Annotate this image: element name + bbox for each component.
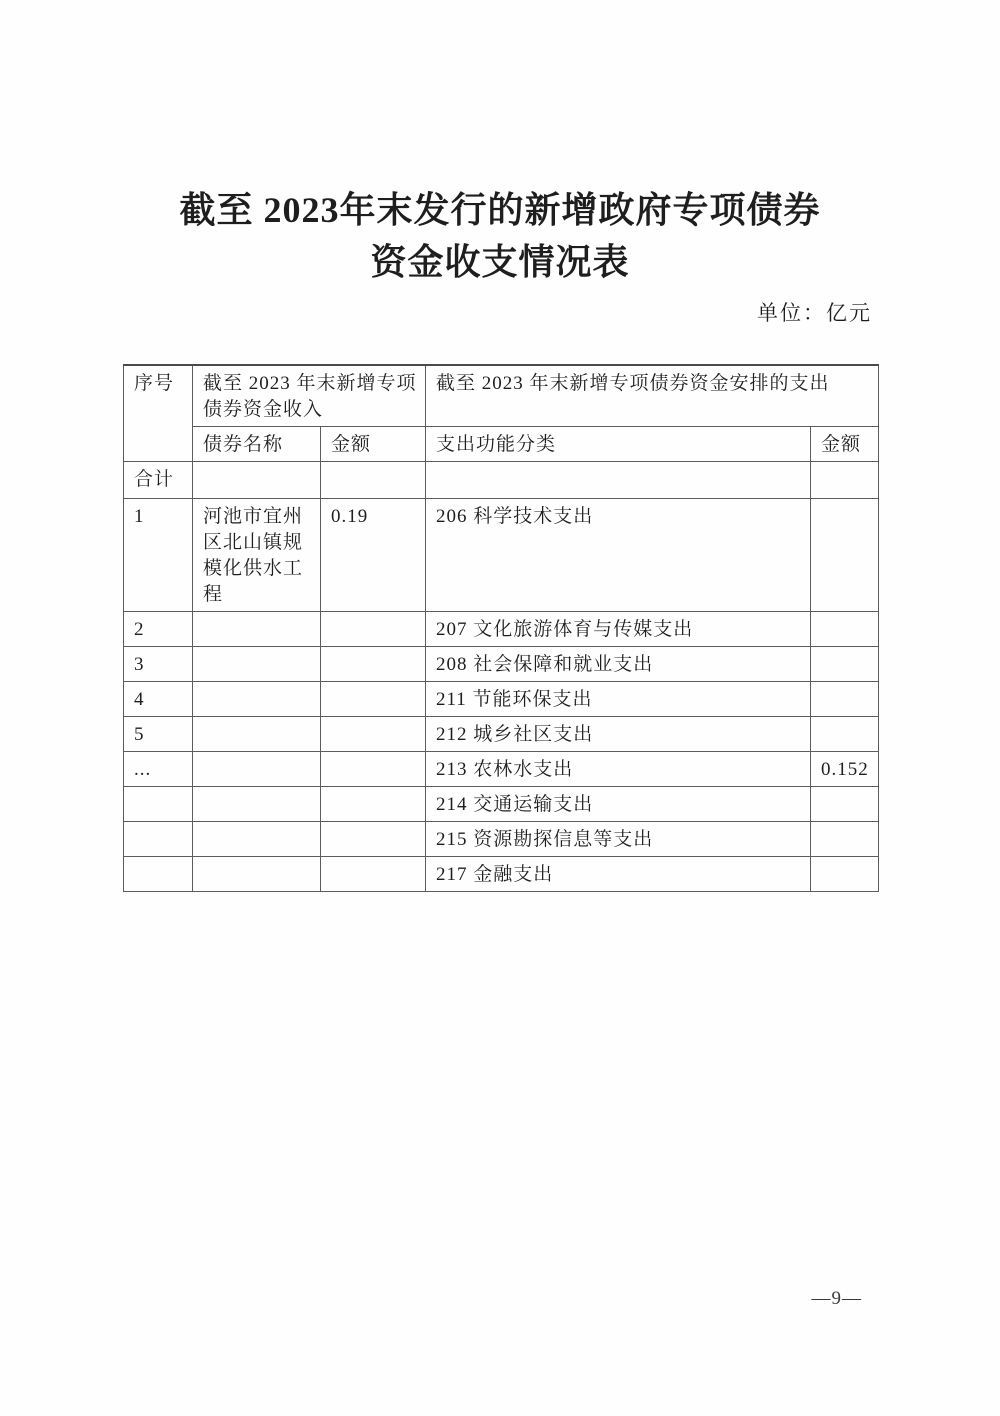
cell-bond-name — [193, 612, 321, 647]
cell-expense-category: 207 文化旅游体育与传媒支出 — [426, 612, 811, 647]
table-row — [124, 647, 879, 682]
cell-bond-name — [193, 462, 321, 499]
cell-income-amount — [321, 787, 426, 822]
page-title-line2: 资金收支情况表 — [370, 242, 630, 282]
cell-income-amount: 0.19 — [321, 499, 426, 612]
cell-expense-category: 206 科学技术支出 — [426, 499, 811, 612]
header-income-group: 截至 2023 年末新增专项债券资金收入 — [193, 365, 426, 427]
table-row — [124, 822, 879, 857]
cell-seq: 合计 — [124, 462, 193, 499]
cell-seq: 3 — [124, 647, 193, 682]
cell-income-amount — [321, 462, 426, 499]
cell-expense-category: 213 农林水支出 — [426, 752, 811, 787]
cell-expense-amount — [811, 462, 879, 499]
table-row — [124, 682, 879, 717]
cell-seq: 1 — [124, 499, 193, 612]
cell-expense-amount — [811, 612, 879, 647]
header-seq: 序号 — [124, 365, 193, 462]
bond-funds-table — [123, 364, 879, 892]
page-number: —9— — [811, 1288, 862, 1309]
cell-seq — [124, 787, 193, 822]
page-title-line1: 截至 2023年末发行的新增政府专项债券 — [179, 190, 821, 230]
cell-seq — [124, 822, 193, 857]
cell-expense-amount — [811, 822, 879, 857]
cell-expense-category: 212 城乡社区支出 — [426, 717, 811, 752]
cell-income-amount — [321, 682, 426, 717]
cell-bond-name — [193, 647, 321, 682]
cell-bond-name — [193, 717, 321, 752]
cell-bond-name — [193, 857, 321, 892]
cell-income-amount — [321, 752, 426, 787]
cell-seq: ... — [124, 752, 193, 787]
cell-expense-category: 217 金融支出 — [426, 857, 811, 892]
cell-expense-amount — [811, 787, 879, 822]
cell-income-amount — [321, 822, 426, 857]
cell-expense-amount — [811, 647, 879, 682]
cell-seq — [124, 857, 193, 892]
table-row — [124, 612, 879, 647]
table-row — [124, 787, 879, 822]
table-row — [124, 462, 879, 499]
cell-bond-name — [193, 822, 321, 857]
header-expense-amount: 金额 — [811, 427, 879, 462]
cell-income-amount — [321, 717, 426, 752]
cell-expense-amount: 0.152 — [811, 752, 879, 787]
cell-expense-amount — [811, 499, 879, 612]
table-row — [124, 857, 879, 892]
header-expense-group: 截至 2023 年末新增专项债券资金安排的支出 — [426, 365, 879, 427]
table-row — [124, 717, 879, 752]
cell-seq: 4 — [124, 682, 193, 717]
table-header-sub-row — [124, 427, 879, 462]
cell-bond-name: 河池市宜州区北山镇规模化供水工程 — [193, 499, 321, 612]
cell-expense-category: 215 资源勘探信息等支出 — [426, 822, 811, 857]
page-title — [0, 184, 1000, 288]
cell-expense-amount — [811, 682, 879, 717]
cell-expense-category: 214 交通运输支出 — [426, 787, 811, 822]
cell-expense-category — [426, 462, 811, 499]
cell-seq: 2 — [124, 612, 193, 647]
unit-label: 单位：亿元 — [757, 301, 872, 325]
cell-expense-category: 208 社会保障和就业支出 — [426, 647, 811, 682]
table-row — [124, 499, 879, 612]
table-header-group-row — [124, 365, 879, 427]
cell-seq: 5 — [124, 717, 193, 752]
cell-income-amount — [321, 612, 426, 647]
cell-bond-name — [193, 787, 321, 822]
table-row — [124, 752, 879, 787]
header-expense-category: 支出功能分类 — [426, 427, 811, 462]
cell-income-amount — [321, 647, 426, 682]
cell-bond-name — [193, 682, 321, 717]
cell-expense-category: 211 节能环保支出 — [426, 682, 811, 717]
cell-expense-amount — [811, 717, 879, 752]
cell-bond-name — [193, 752, 321, 787]
cell-expense-amount — [811, 857, 879, 892]
header-income-amount: 金额 — [321, 427, 426, 462]
cell-income-amount — [321, 857, 426, 892]
header-bond-name: 债券名称 — [193, 427, 321, 462]
